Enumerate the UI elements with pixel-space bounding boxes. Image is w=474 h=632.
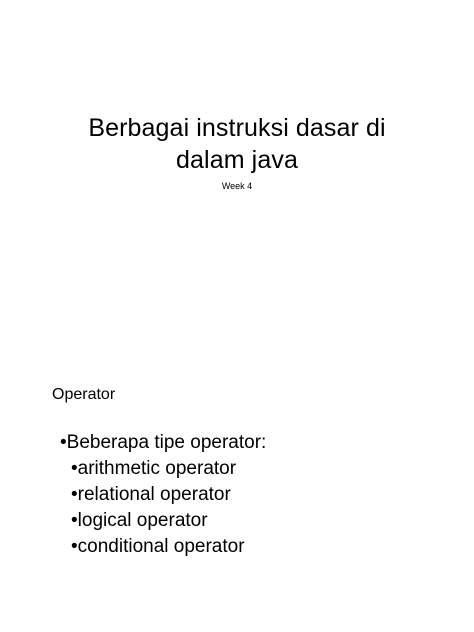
list-item-text: relational operator: [77, 484, 231, 505]
list-item-text: arithmetic operator: [77, 458, 237, 479]
list-item-text: conditional operator: [77, 536, 245, 557]
slide-subtitle: Week 4: [221, 181, 253, 191]
slide-title: [40, 112, 434, 176]
bullet-icon: •: [71, 458, 78, 479]
list-item-text: logical operator: [77, 510, 208, 531]
slide-title-line-2: dalam java: [176, 146, 298, 174]
list-item: [60, 534, 266, 560]
list-item-text: Beberapa tipe operator:: [66, 432, 267, 453]
bullet-icon: •: [71, 536, 78, 557]
list-item: [60, 430, 266, 456]
bullet-icon: •: [60, 432, 67, 453]
bullet-icon: •: [71, 510, 78, 531]
bullet-icon: •: [71, 484, 78, 505]
list-item: [60, 482, 266, 508]
list-item: [60, 508, 266, 534]
bullet-list: [60, 430, 266, 560]
slide-title-line-1: Berbagai instruksi dasar di: [88, 114, 386, 142]
section-heading: Operator: [52, 386, 116, 403]
list-item: [60, 456, 266, 482]
